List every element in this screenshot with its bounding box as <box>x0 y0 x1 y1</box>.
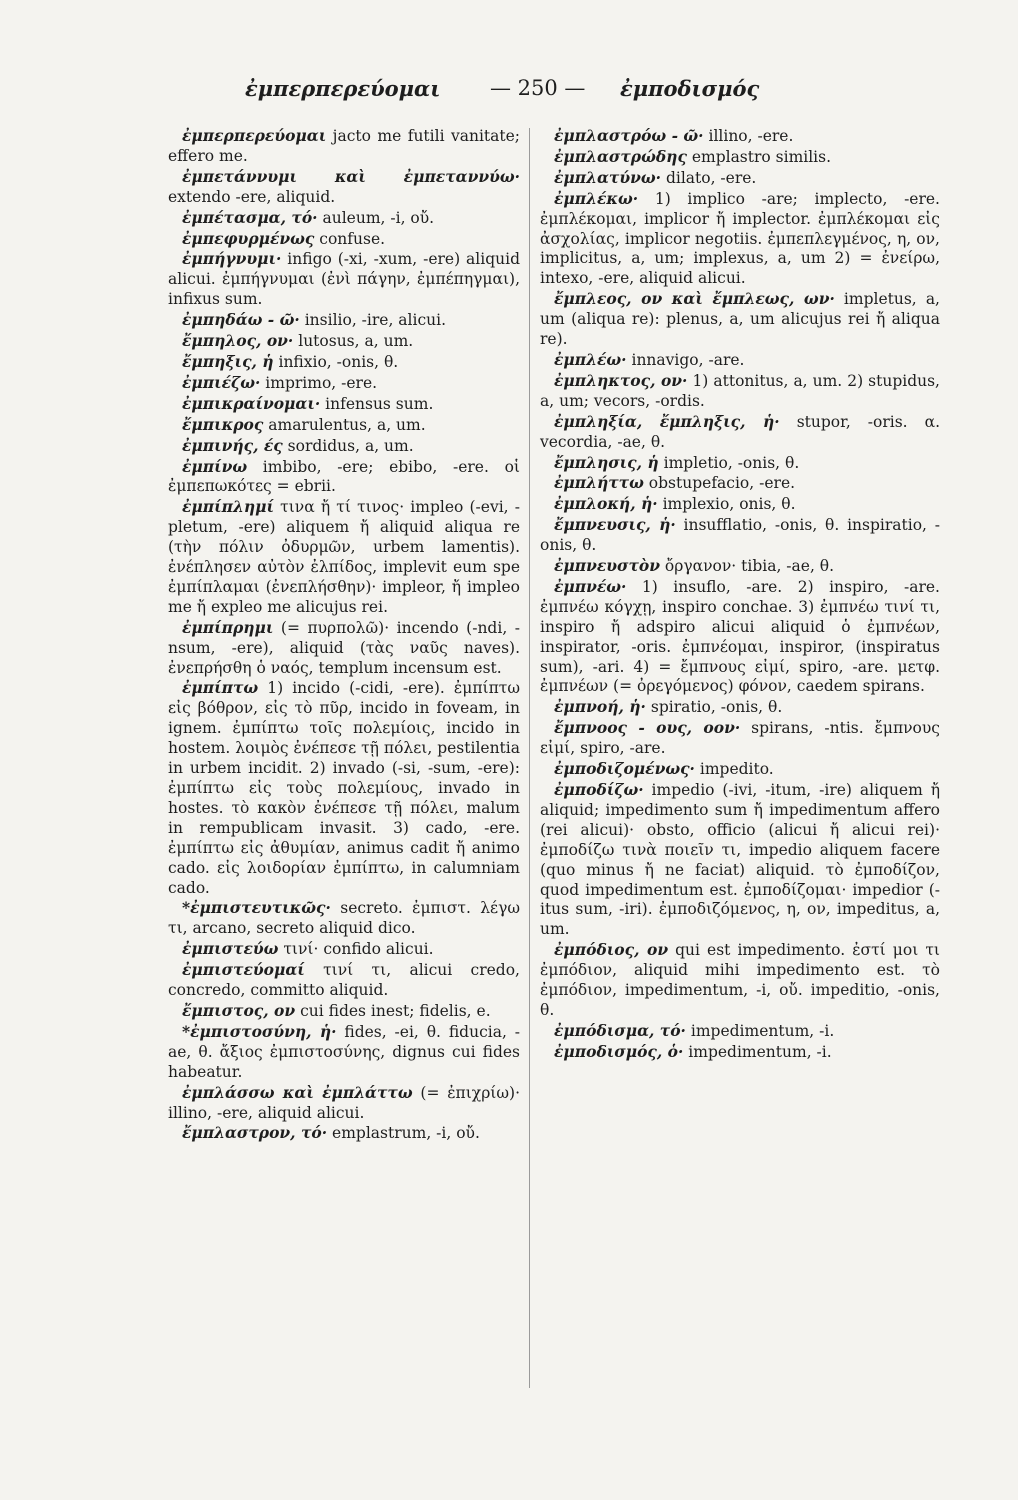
entry-lemma: ἐμπίπλημί <box>182 497 274 517</box>
entry-lemma: ἐμπίπρημι <box>182 617 274 637</box>
entry-lemma: ἐμπόδιος, ον <box>554 940 669 960</box>
dictionary-entry <box>540 556 940 577</box>
entry-definition: secreto. ἐμπιστ. λέγω τι, arcano, secreto aliquid dico. <box>168 899 520 938</box>
dictionary-entry <box>168 394 520 415</box>
dictionary-entry <box>168 331 520 352</box>
entry-definition: 1) implico -are; implecto, -ere. ἐμπλέκομαι, implicor ἤ implector. ἐμπλέκομαι εἰς ἀσχολίας, implicor negotiis. ἐμπεπλεγμένος, η, ον, implicitus, a, um; implexus, a, um 2) = ἐνείρω, intexo, -ere, aliquid alicui. <box>540 189 940 288</box>
entry-definition: imprimo, -ere. <box>260 373 378 392</box>
dictionary-entry <box>168 457 520 498</box>
column-divider <box>529 128 530 1388</box>
entry-lemma: ἐμπιέζω· <box>182 372 261 392</box>
entry-definition: confuse. <box>314 229 386 248</box>
entry-lemma: ἐμπηδάω - ῶ· <box>182 310 300 330</box>
entry-definition: imbibo, -ere; ebibo, -ere. οἱ ἐμπεπωκότες = ebrii. <box>168 457 520 496</box>
entry-lemma: ἐμπληξία, ἔμπληξις, ἡ· <box>554 411 780 431</box>
entry-lemma: ἐμπιστεύω <box>182 939 279 959</box>
entry-definition: impedimentum, -i. <box>683 1042 832 1061</box>
entry-definition: illino, -ere. <box>703 127 794 145</box>
entry-definition: innavigo, -are. <box>626 350 745 369</box>
dictionary-entry <box>168 1123 520 1144</box>
entry-definition: sordidus, a, um. <box>282 436 414 455</box>
entry-definition: impedimentum, -i. <box>685 1021 835 1040</box>
entry-definition: ὄργανον· tibia, -ae, θ. <box>660 557 835 576</box>
dictionary-entry <box>168 1083 520 1124</box>
dictionary-entry <box>168 1022 520 1083</box>
entry-lemma: ἔμπνοος - ους, οον· <box>554 718 741 738</box>
header-left-headword: ἐμπερπερεύομαι <box>245 76 441 101</box>
entry-lemma: ἐμπεφυρμένως <box>182 228 315 248</box>
dictionary-entry <box>540 126 940 147</box>
dictionary-entry <box>540 350 940 371</box>
entry-definition: infigo (-xi, -xum, -ere) aliquid alicui. ἐμπήγνυμαι (ἐνὶ πάγην, ἐμπέπηγμαι), infixus sum. <box>168 250 520 309</box>
entry-lemma: ἐμπήγνυμι· <box>182 249 282 269</box>
entry-definition: insilio, -ire, alicui. <box>299 311 447 330</box>
entry-definition: impedito. <box>694 760 774 779</box>
entry-lemma: ἐμπλέκω· <box>554 188 639 208</box>
entry-definition: impedio (-ivi, -itum, -ire) aliquem ἤ aliquid; impedimento sum ἤ impedimentum affero (rei alicui)· obsto, officio (alicui ἤ alicui rei)· ἐμποδίζω τινὰ ποιεῖν τι, impedio aliquem facere (quo minus ἤ ne faciat) aliquid. τὸ ἐμποδίζον, quod impedimentum est. ἐμποδίζομαι· impedior (-itus sum, -iri). ἐμποδιζόμενος, η, ον, impeditus, a, um. <box>540 781 940 939</box>
dictionary-entry <box>168 678 520 898</box>
entry-definition: implexio, onis, θ. <box>657 495 796 514</box>
entry-lemma: *ἐμπιστευτικῶς· <box>182 898 331 918</box>
entry-lemma: ἐμπλαστρώδης <box>554 146 687 166</box>
entry-lemma: ἐμπικραίνομαι· <box>182 393 321 413</box>
entry-lemma: ἐμπέτασμα, τό· <box>182 207 318 227</box>
dictionary-entry <box>168 373 520 394</box>
entry-lemma: ἔμπλεος, ον καὶ ἔμπλεως, ων· <box>554 289 835 309</box>
dictionary-entry <box>540 147 940 168</box>
entry-definition: τινί· confido alicui. <box>278 940 434 959</box>
entry-definition: stupor, -oris. α. vecordia, -ae, θ. <box>540 412 940 451</box>
page-number: — 250 — <box>490 76 586 100</box>
entry-lemma: ἔμπλησις, ἡ <box>554 452 659 472</box>
entry-lemma: ἐμπιστεύομαί <box>182 960 305 980</box>
dictionary-entry <box>540 577 940 697</box>
dictionary-entry <box>540 1042 940 1063</box>
entry-definition: infensus sum. <box>320 394 434 413</box>
entry-lemma: ἔμπνευσις, ἡ· <box>554 515 676 535</box>
dictionary-entry <box>540 168 940 189</box>
entry-lemma: ἐμπερπερεύομαι <box>182 126 327 145</box>
entry-lemma: ἐμπληκτος, ον· <box>554 370 688 390</box>
dictionary-entry <box>540 780 940 940</box>
entry-lemma: ἐμπλοκή, ἡ· <box>554 494 658 514</box>
entry-lemma: ἔμπικρος <box>182 414 264 434</box>
entry-definition: (= ἐπιχρίω)· illino, -ere, aliquid alicui. <box>168 1083 520 1122</box>
entry-definition: jacto me futili vanitate; effero me. <box>168 127 520 165</box>
entry-definition: 1) incido (-cidi, -ere). ἐμπίπτω εἰς βόθρον, εἰς τὸ πῦρ, incido in foveam, in ignem. ἐμπίπτω τοῖς πολεμίοις, incido in hostem. λοιμὸς ἐνέπεσε τῇ πόλει, pestilentia in urbem incidit. 2) invado (-si, -sum, -ere): ἐμπίπτω εἰς τοὺς πολεμίους, invado in hostes. τὸ κακὸν ἐνέπεσε τῇ πόλει, malum in rempublicam invasit. 3) cado, -ere. ἐμπίπτω εἰς ἀθυμίαν, animus cadit ἤ animo cado. εἰς λοιδορίαν ἐμπίπτω, in calumniam cado. <box>168 679 520 897</box>
right-column <box>540 126 940 1063</box>
dictionary-entry <box>168 310 520 331</box>
entry-definition: lutosus, a, um. <box>293 332 414 351</box>
entry-definition: (= πυρπολῶ)· incendo (-ndi, -nsum, -ere), aliquid (τὰς ναῦς naves). ἐνεπρήσθη ὁ ναός, templum incensum est. <box>168 618 520 677</box>
entry-lemma: ἐμπίνω <box>182 456 248 476</box>
dictionary-entry <box>540 940 940 1021</box>
dictionary-entry <box>540 371 940 412</box>
dictionary-entry <box>168 436 520 457</box>
entry-lemma: ἔμπηξις, ἡ <box>182 351 274 371</box>
entry-lemma: ἐμπίπτω <box>182 678 259 698</box>
dictionary-entry <box>540 473 940 494</box>
entry-lemma: ἐμποδίζω· <box>554 780 644 799</box>
entry-definition: insufflatio, -onis, θ. inspiratio, -onis, θ. <box>540 516 940 555</box>
entry-lemma: ἔμπιστος, ον <box>182 1000 296 1020</box>
header-right-headword: ἐμποδισμός <box>620 76 760 101</box>
entry-lemma: ἐμπνοή, ἡ· <box>554 697 646 717</box>
dictionary-entry <box>540 494 940 515</box>
entry-lemma: ἐμπλάσσω καὶ ἐμπλάττω <box>182 1082 413 1102</box>
dictionary-entry <box>168 167 520 208</box>
dictionary-entry <box>168 249 520 310</box>
entry-definition: amarulentus, a, um. <box>263 415 426 434</box>
entry-lemma: ἐμπόδισμα, τό· <box>554 1020 686 1040</box>
entry-lemma: ἐμπετάννυμι καὶ ἐμπεταννύω· <box>182 166 520 186</box>
entry-definition: 1) insuflo, -are. 2) inspiro, -are. ἐμπνέω κόγχῃ, inspiro conchae. 3) ἐμπνέω τινί τι, inspiro ἤ adspiro alicui aliquid ὁ ἐμπνέων, inspirator, -oris. ἐμπνέομαι, inspiror, (inspiratus sum), -ari. 4) = ἔμπνους εἰμί, spiro, -are. μετφ. ἐμπνέων (= ὀρεγόμενος) φόνον, caedem spirans. <box>540 577 940 696</box>
entry-lemma: ἐμπλατύνω· <box>554 167 662 187</box>
left-column <box>168 126 520 1144</box>
entry-definition: emplastro similis. <box>686 147 832 166</box>
dictionary-entry <box>168 352 520 373</box>
page-header <box>0 76 1018 106</box>
entry-definition: spiratio, -onis, θ. <box>645 698 783 717</box>
entry-lemma: ἐμπνευστὸν <box>554 556 660 576</box>
dictionary-entry <box>168 229 520 250</box>
entry-definition: auleum, -i, οὔ. <box>317 208 435 227</box>
dictionary-entry <box>168 960 520 1001</box>
entry-lemma: ἐμπινής, ές <box>182 435 283 455</box>
dictionary-entry <box>168 1001 520 1022</box>
entry-lemma: ἐμπλαστρόω - ῶ· <box>554 126 704 145</box>
entry-definition: infixio, -onis, θ. <box>273 352 399 371</box>
entry-definition: extendo -ere, aliquid. <box>168 187 336 206</box>
entry-lemma: ἐμπνέω· <box>554 576 627 596</box>
entry-lemma: ἐμποδισμός, ὁ· <box>554 1041 684 1061</box>
entry-definition: impletus, a, um (aliqua re): plenus, a, um alicujus rei ἤ aliqua re). <box>540 290 940 349</box>
entry-definition: impletio, -onis, θ. <box>658 453 800 472</box>
entry-definition: spirans, -ntis. ἔμπνους εἰμί, spiro, -are. <box>540 719 940 758</box>
entry-lemma: ἔμπηλος, ον· <box>182 331 294 351</box>
dictionary-entry <box>168 208 520 229</box>
dictionary-entry <box>540 759 940 780</box>
entry-definition: τινί τι, alicui credo, concredo, committo aliquid. <box>168 961 520 1000</box>
entry-definition: τινα ἤ τί τινος· impleo (-evi, -pletum, -ere) aliquem ἤ aliquid aliqua re (τὴν πόλιν ὀδυρμῶν, urbem lamentis). ἐνέπλησεν αὐτὸν ἐλπίδος, implevit eum spe ἐμπίπλαμαι (ἐνεπλήσθην)· impleor, ἤ impleo me ἤ expleo me alicujus rei. <box>168 498 520 616</box>
dictionary-entry <box>540 289 940 350</box>
entry-definition: dilato, -ere. <box>661 168 757 187</box>
dictionary-entry <box>168 618 520 679</box>
dictionary-entry <box>540 1021 940 1042</box>
entry-definition: emplastrum, -i, οὔ. <box>327 1124 480 1143</box>
entry-lemma: ἐμποδιζομένως· <box>554 759 695 779</box>
dictionary-entry <box>168 497 520 617</box>
entry-lemma: ἐμπλέω· <box>554 349 627 369</box>
dictionary-entry <box>540 697 940 718</box>
dictionary-entry <box>168 939 520 960</box>
dictionary-entry <box>168 415 520 436</box>
entry-definition: cui fides inest; fidelis, e. <box>295 1001 491 1020</box>
entry-lemma: ἐμπλήττω <box>554 473 644 493</box>
dictionary-entry <box>540 412 940 453</box>
dictionary-entry <box>540 515 940 556</box>
dictionary-entry <box>168 898 520 939</box>
entry-lemma: *ἐμπιστοσύνη, ἡ· <box>182 1021 337 1041</box>
entry-definition: fides, -ei, θ. fiducia, -ae, θ. ἄξιος ἐμπιστοσύνης, dignus cui fides habeatur. <box>168 1022 520 1081</box>
dictionary-entry <box>540 453 940 474</box>
entry-definition: obstupefacio, -ere. <box>643 474 796 493</box>
dictionary-entry <box>168 126 520 167</box>
entry-lemma: ἔμπλαστρον, τό· <box>182 1123 328 1143</box>
entry-definition: qui est impedimento. ἐστί μοι τι ἐμπόδιον, aliquid mihi impedimento est. τὸ ἐμπόδιον, impedimentum, -i, οὔ. impeditio, -onis, θ. <box>540 941 940 1019</box>
dictionary-entry <box>540 718 940 759</box>
entry-definition: 1) attonitus, a, um. 2) stupidus, a, um; vecors, -ordis. <box>540 371 940 410</box>
dictionary-entry <box>540 189 940 290</box>
